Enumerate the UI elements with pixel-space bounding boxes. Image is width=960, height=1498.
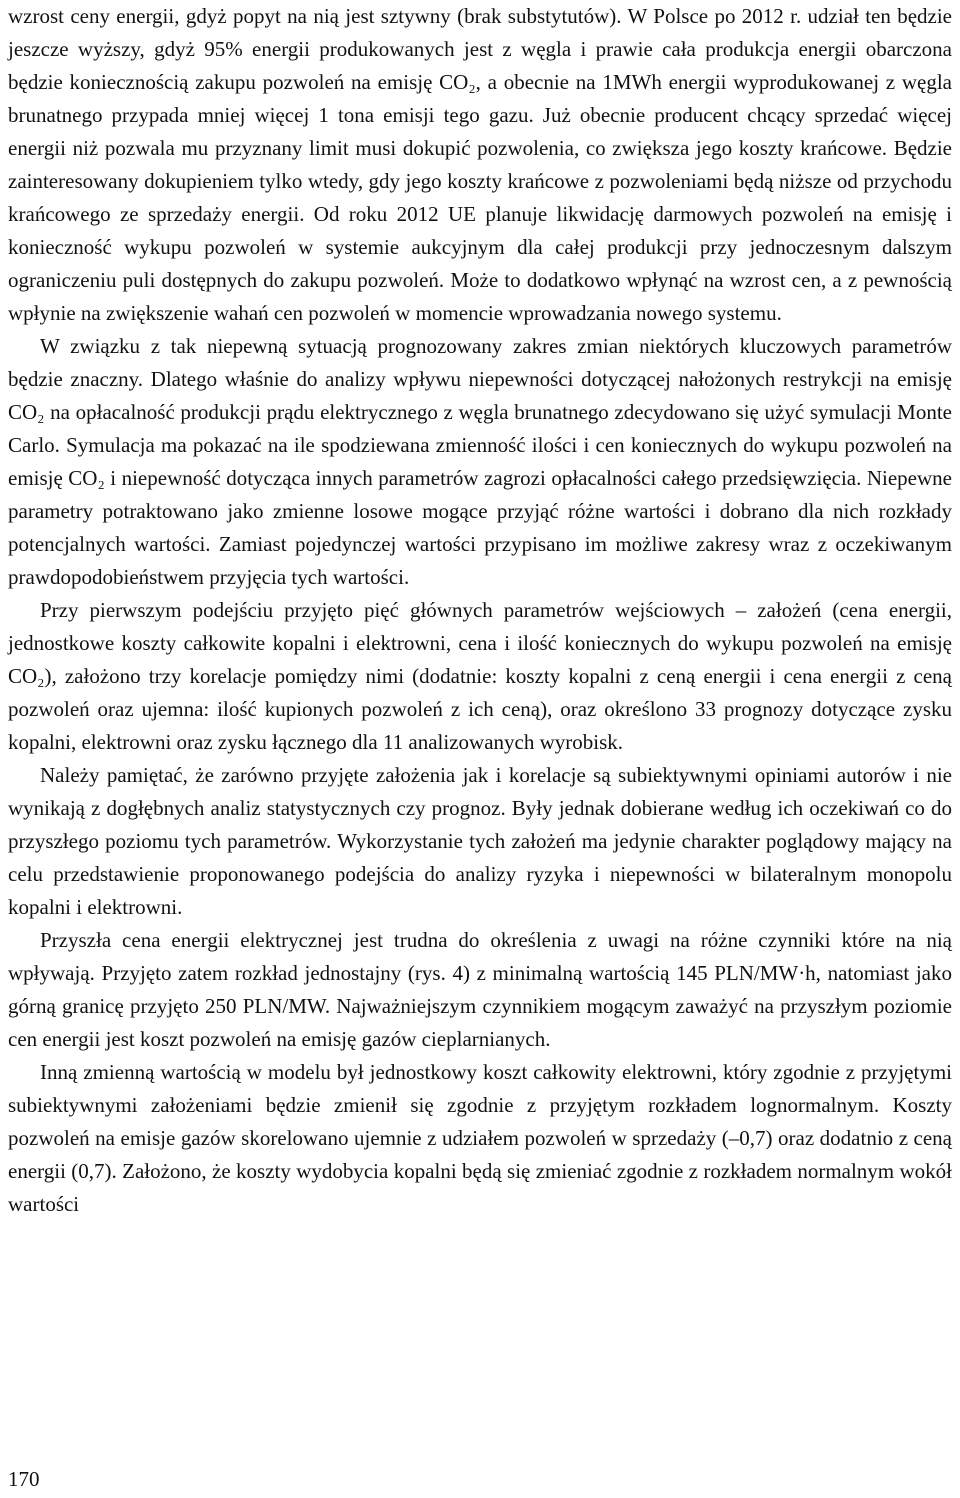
paragraph-4: Należy pamiętać, że zarówno przyjęte założenia jak i korelacje są subiektywnymi opiniami autorów i nie wynikają z dogłębnych analiz statystycznych czy prognoz. Były jednak dobierane według ich oczekiwań co do przyszłego poziomu tych parametrów. Wykorzystanie tych założeń ma jedynie charakter poglądowy mający na celu przedstawienie proponowanego podejścia do analizy ryzyka i niepewności w bilateralnym monopolu kopalni i elektrowni. (8, 763, 952, 919)
page-body (8, 0, 952, 1221)
paragraph-6: Inną zmienną wartością w modelu był jednostkowy koszt całkowity elektrowni, który zgodnie z przyjętymi subiektywnymi założeniami będzie zmienił się zgodnie z przyjętym rozkładem lognormalnym. Koszty pozwoleń na emisje gazów skorelowano ujemnie z udziałem pozwoleń w sprzedaży (–0,7) oraz dodatnio z ceną energii (0,7). Założono, że koszty wydobycia kopalni będą się zmieniać zgodnie z rozkładem normalnym wokół wartości (8, 1060, 952, 1216)
paragraph-1: wzrost ceny energii, gdyż popyt na nią jest sztywny (brak substytutów). W Polsce po 2012 r. udział ten będzie jeszcze wyższy, gdyż 95% energii produkowanych jest z węgla i prawie cała produkcja energii obarczona będzie koniecznością zakupu pozwoleń na emisję CO₂, a obecnie na 1MWh energii wyprodukowanej z węgla brunatnego przypada mniej więcej 1 tona emisji tego gazu. Już obecnie producent chcący sprzedać więcej energii niż pozwala mu przyznany limit musi dokupić pozwolenia, co zwiększa jego koszty krańcowe. Będzie zainteresowany dokupieniem tylko wtedy, gdy jego koszty krańcowe z pozwoleniami będą niższe od przychodu krańcowego ze sprzedaży energii. Od roku 2012 UE planuje likwidację darmowych pozwoleń na emisję i konieczność wykupu pozwoleń w systemie aukcyjnym dla całej produkcji przy jednoczesnym dalszym ograniczeniu puli dostępnych do zakupu pozwoleń. Może to dodatkowo wpłynąć na wzrost cen, a z pewnością wpłynie na zwiększenie wahań cen pozwoleń w momencie wprowadzania nowego systemu. (8, 4, 952, 325)
paragraph-2: W związku z tak niepewną sytuacją prognozowany zakres zmian niektórych kluczowych parametrów będzie znaczny. Dlatego właśnie do analizy wpływu niepewności dotyczącej nałożonych restrykcji na emisję CO₂ na opłacalność produkcji prądu elektrycznego z węgla brunatnego zdecydowano się użyć symulacji Monte Carlo. Symulacja ma pokazać na ile spodziewana zmienność ilości i cen koniecznych do wykupu pozwoleń na emisję CO₂ i niepewność dotycząca innych parametrów zagrozi opłacalności całego przedsięwzięcia. Niepewne parametry potraktowano jako zmienne losowe mogące przyjąć różne wartości i dobrano dla nich rozkłady potencjalnych wartości. Zamiast pojedynczej wartości przypisano im możliwe zakresy wraz z oczekiwanym prawdopodobieństwem przyjęcia tych wartości. (8, 334, 952, 589)
paragraph-5: Przyszła cena energii elektrycznej jest trudna do określenia z uwagi na różne czynniki które na nią wpływają. Przyjęto zatem rozkład jednostajny (rys. 4) z minimalną wartością 145 PLN/MW·h, natomiast jako górną granicę przyjęto 250 PLN/MW. Najważniejszym czynnikiem mogącym zaważyć na przyszłym poziomie cen energii jest koszt pozwoleń na emisję gazów cieplarnianych. (8, 928, 952, 1051)
page-number: 170 (8, 1467, 40, 1491)
paragraph-3: Przy pierwszym podejściu przyjęto pięć głównych parametrów wejściowych – założeń (cena energii, jednostkowe koszty całkowite kopalni i elektrowni, cena i ilość koniecznych do wykupu pozwoleń na emisję CO₂), założono trzy korelacje pomiędzy nimi (dodatnie: koszty kopalni z ceną energii i cena energii z ceną pozwoleń oraz ujemna: ilość kupionych pozwoleń z ich ceną), oraz określono 33 prognozy dotyczące zysku kopalni, elektrowni oraz zysku łącznego dla 11 analizowanych wyrobisk. (8, 598, 952, 754)
